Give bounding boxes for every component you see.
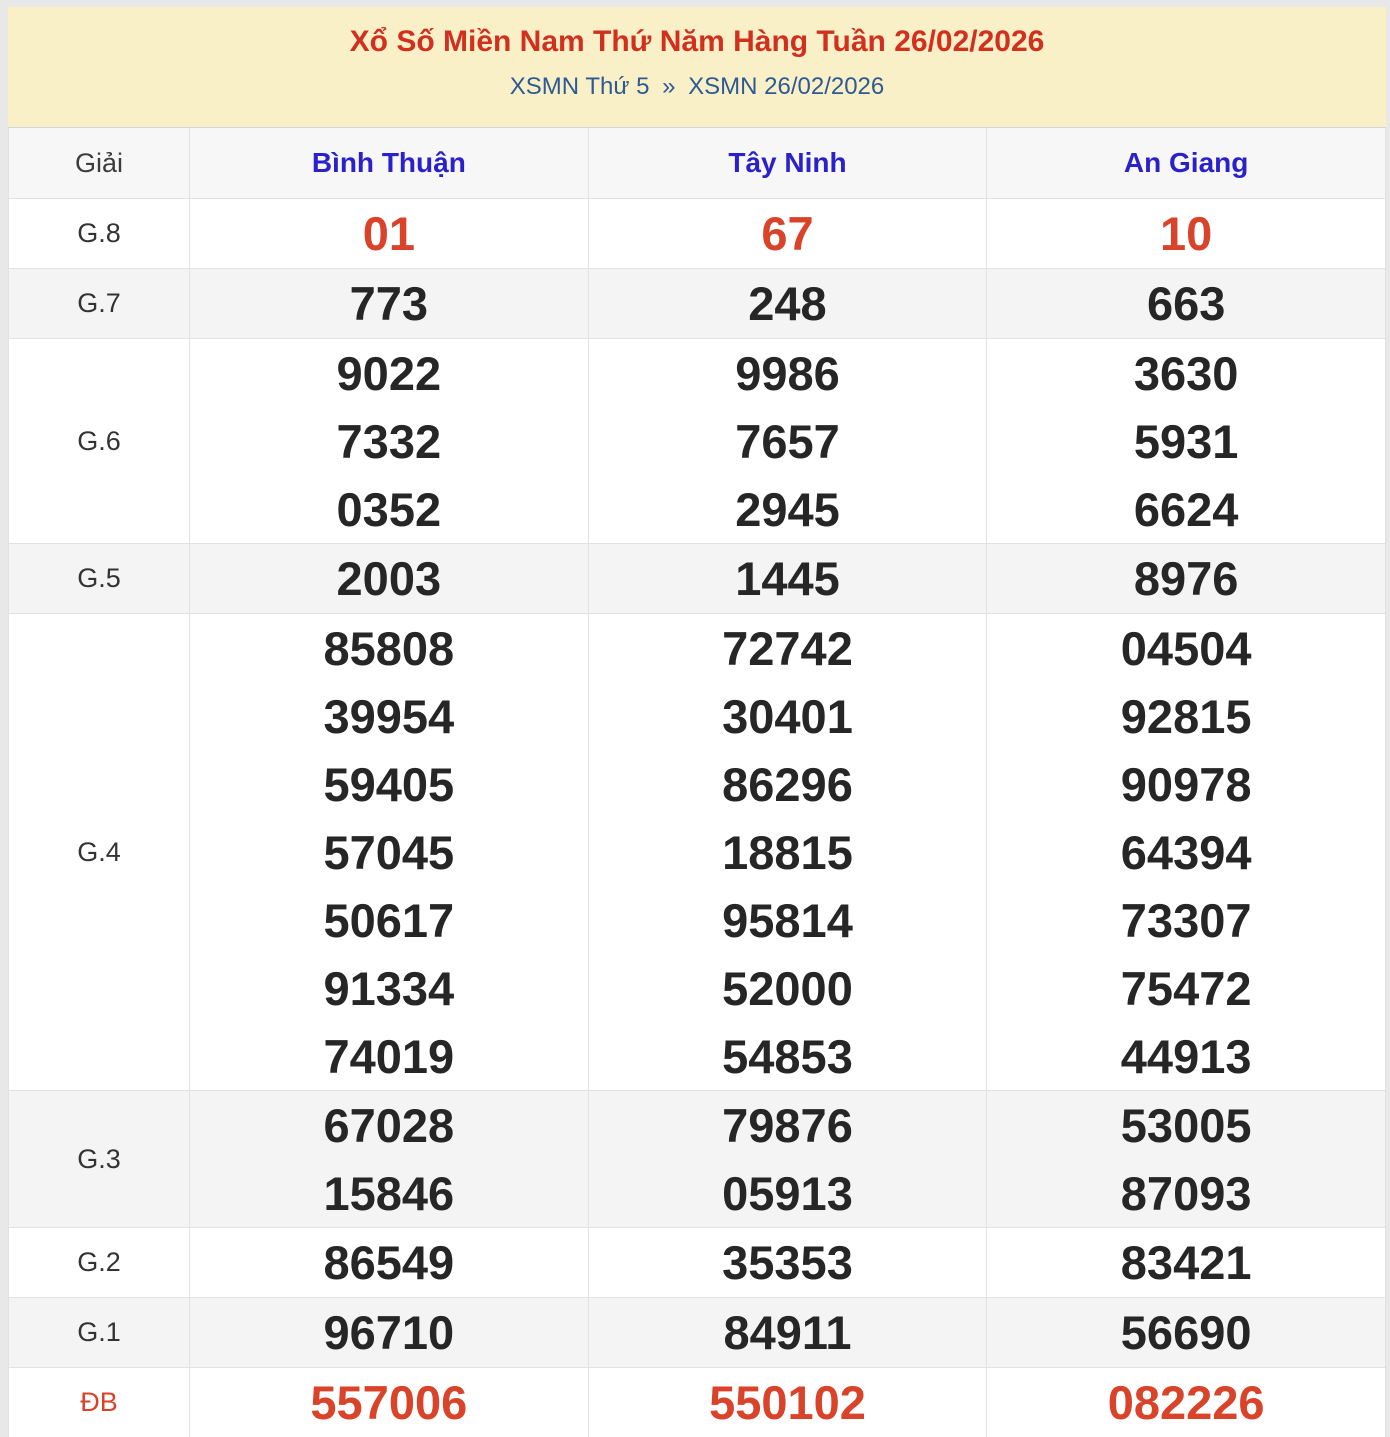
result-cell xyxy=(189,1228,588,1297)
result-cell xyxy=(189,614,588,1090)
win-number: 9022 xyxy=(336,346,442,400)
result-cell xyxy=(986,339,1385,543)
prize-rows xyxy=(9,198,1385,1437)
result-cell xyxy=(588,1298,987,1367)
prize-label: G.6 xyxy=(77,425,121,456)
win-number: 50617 xyxy=(323,893,455,947)
breadcrumb-link-date[interactable]: XSMN 26/02/2026 xyxy=(688,73,885,100)
win-number: 52000 xyxy=(722,961,853,1015)
win-number: 86549 xyxy=(323,1236,455,1289)
result-cell xyxy=(986,1368,1385,1437)
result-cell xyxy=(588,1091,987,1227)
win-number: 72742 xyxy=(722,621,853,675)
win-number: 10 xyxy=(1160,207,1213,260)
result-cell xyxy=(189,1368,588,1437)
win-number: 2945 xyxy=(735,482,840,536)
province-header-tay-ninh[interactable]: Tây Ninh xyxy=(588,128,987,198)
breadcrumb-link-weekday[interactable]: XSMN Thứ 5 xyxy=(509,73,650,100)
prize-label: G.7 xyxy=(77,288,121,318)
prize-label: G.4 xyxy=(77,836,121,867)
result-cell xyxy=(588,339,987,543)
result-cell xyxy=(588,1228,987,1297)
win-number: 18815 xyxy=(722,825,853,879)
win-number: 0352 xyxy=(336,482,442,536)
result-cell xyxy=(588,614,987,1090)
win-number: 15846 xyxy=(323,1166,455,1220)
win-number: 74019 xyxy=(323,1029,455,1083)
results-table xyxy=(8,127,1386,1437)
win-number: 8976 xyxy=(1133,552,1239,605)
lottery-banner xyxy=(8,7,1386,127)
win-number: 90978 xyxy=(1120,757,1252,811)
win-number: 7332 xyxy=(336,414,442,468)
win-number: 663 xyxy=(1146,277,1226,330)
win-number: 30401 xyxy=(722,689,853,743)
result-cell xyxy=(588,269,987,338)
win-number: 86296 xyxy=(722,757,853,811)
corner-header: Giải xyxy=(74,147,123,178)
win-number: 57045 xyxy=(323,825,455,879)
win-number: 59405 xyxy=(323,757,455,811)
result-cell xyxy=(986,199,1385,268)
win-number: 05913 xyxy=(722,1166,853,1220)
win-number: 44913 xyxy=(1120,1029,1252,1083)
prize-label: G.3 xyxy=(77,1143,121,1174)
prize-row xyxy=(9,268,1385,338)
win-number: 79876 xyxy=(722,1098,853,1152)
prize-row xyxy=(9,198,1385,268)
prize-row xyxy=(9,1297,1385,1367)
win-number: 7657 xyxy=(735,414,840,468)
result-cell xyxy=(588,199,987,268)
result-cell xyxy=(986,1091,1385,1227)
win-number: 67028 xyxy=(323,1098,455,1152)
win-number: 3630 xyxy=(1133,346,1239,400)
province-header-an-giang[interactable]: An Giang xyxy=(986,128,1385,198)
prize-label: ĐB xyxy=(80,1387,118,1417)
prize-label: G.8 xyxy=(77,218,121,248)
win-number: 73307 xyxy=(1120,893,1252,947)
win-number: 75472 xyxy=(1120,961,1252,1015)
win-number: 84911 xyxy=(723,1306,852,1359)
win-number: 1445 xyxy=(735,552,840,605)
province-header-binh-thuan[interactable]: Bình Thuận xyxy=(189,128,588,198)
result-cell xyxy=(986,1298,1385,1367)
page-title: Xổ Số Miền Nam Thứ Năm Hàng Tuần 26/02/2026 xyxy=(349,25,1045,58)
win-number: 95814 xyxy=(722,893,853,947)
win-number: 56690 xyxy=(1120,1306,1252,1359)
result-cell xyxy=(986,269,1385,338)
win-number: 082226 xyxy=(1107,1376,1265,1429)
result-cell xyxy=(588,1368,987,1437)
result-cell xyxy=(986,614,1385,1090)
win-number: 92815 xyxy=(1120,689,1252,743)
result-cell xyxy=(189,269,588,338)
win-number: 773 xyxy=(349,277,429,330)
win-number: 85808 xyxy=(323,621,455,675)
breadcrumb xyxy=(8,74,1386,100)
prize-row xyxy=(9,613,1385,1090)
prize-row xyxy=(9,1227,1385,1297)
result-cell xyxy=(189,1091,588,1227)
result-cell xyxy=(189,199,588,268)
result-cell xyxy=(986,1228,1385,1297)
breadcrumb-separator: » xyxy=(662,73,676,100)
prize-row xyxy=(9,338,1385,543)
prize-row xyxy=(9,1367,1385,1437)
result-cell xyxy=(189,1298,588,1367)
win-number: 54853 xyxy=(722,1029,853,1083)
result-cell xyxy=(189,339,588,543)
win-number: 39954 xyxy=(323,689,455,743)
result-cell xyxy=(986,544,1385,613)
win-number: 96710 xyxy=(323,1306,455,1359)
win-number: 6624 xyxy=(1133,482,1239,536)
win-number: 87093 xyxy=(1120,1166,1252,1220)
win-number: 91334 xyxy=(323,961,455,1015)
win-number: 5931 xyxy=(1133,414,1239,468)
win-number: 83421 xyxy=(1120,1236,1252,1289)
win-number: 550102 xyxy=(709,1376,866,1429)
win-number: 64394 xyxy=(1120,825,1252,879)
win-number: 01 xyxy=(362,207,415,260)
win-number: 35353 xyxy=(722,1236,853,1289)
prize-label: G.1 xyxy=(77,1317,121,1347)
prize-label: G.5 xyxy=(77,563,121,593)
result-cell xyxy=(189,544,588,613)
win-number: 248 xyxy=(748,277,827,330)
win-number: 2003 xyxy=(336,552,442,605)
prize-label: G.2 xyxy=(77,1247,121,1277)
win-number: 53005 xyxy=(1120,1098,1252,1152)
prize-row xyxy=(9,1090,1385,1227)
table-header-row xyxy=(9,128,1385,198)
page xyxy=(8,7,1386,1437)
prize-row xyxy=(9,543,1385,613)
win-number: 557006 xyxy=(310,1376,468,1429)
win-number: 67 xyxy=(761,207,814,260)
win-number: 9986 xyxy=(735,346,840,400)
result-cell xyxy=(588,544,987,613)
win-number: 04504 xyxy=(1120,621,1252,675)
